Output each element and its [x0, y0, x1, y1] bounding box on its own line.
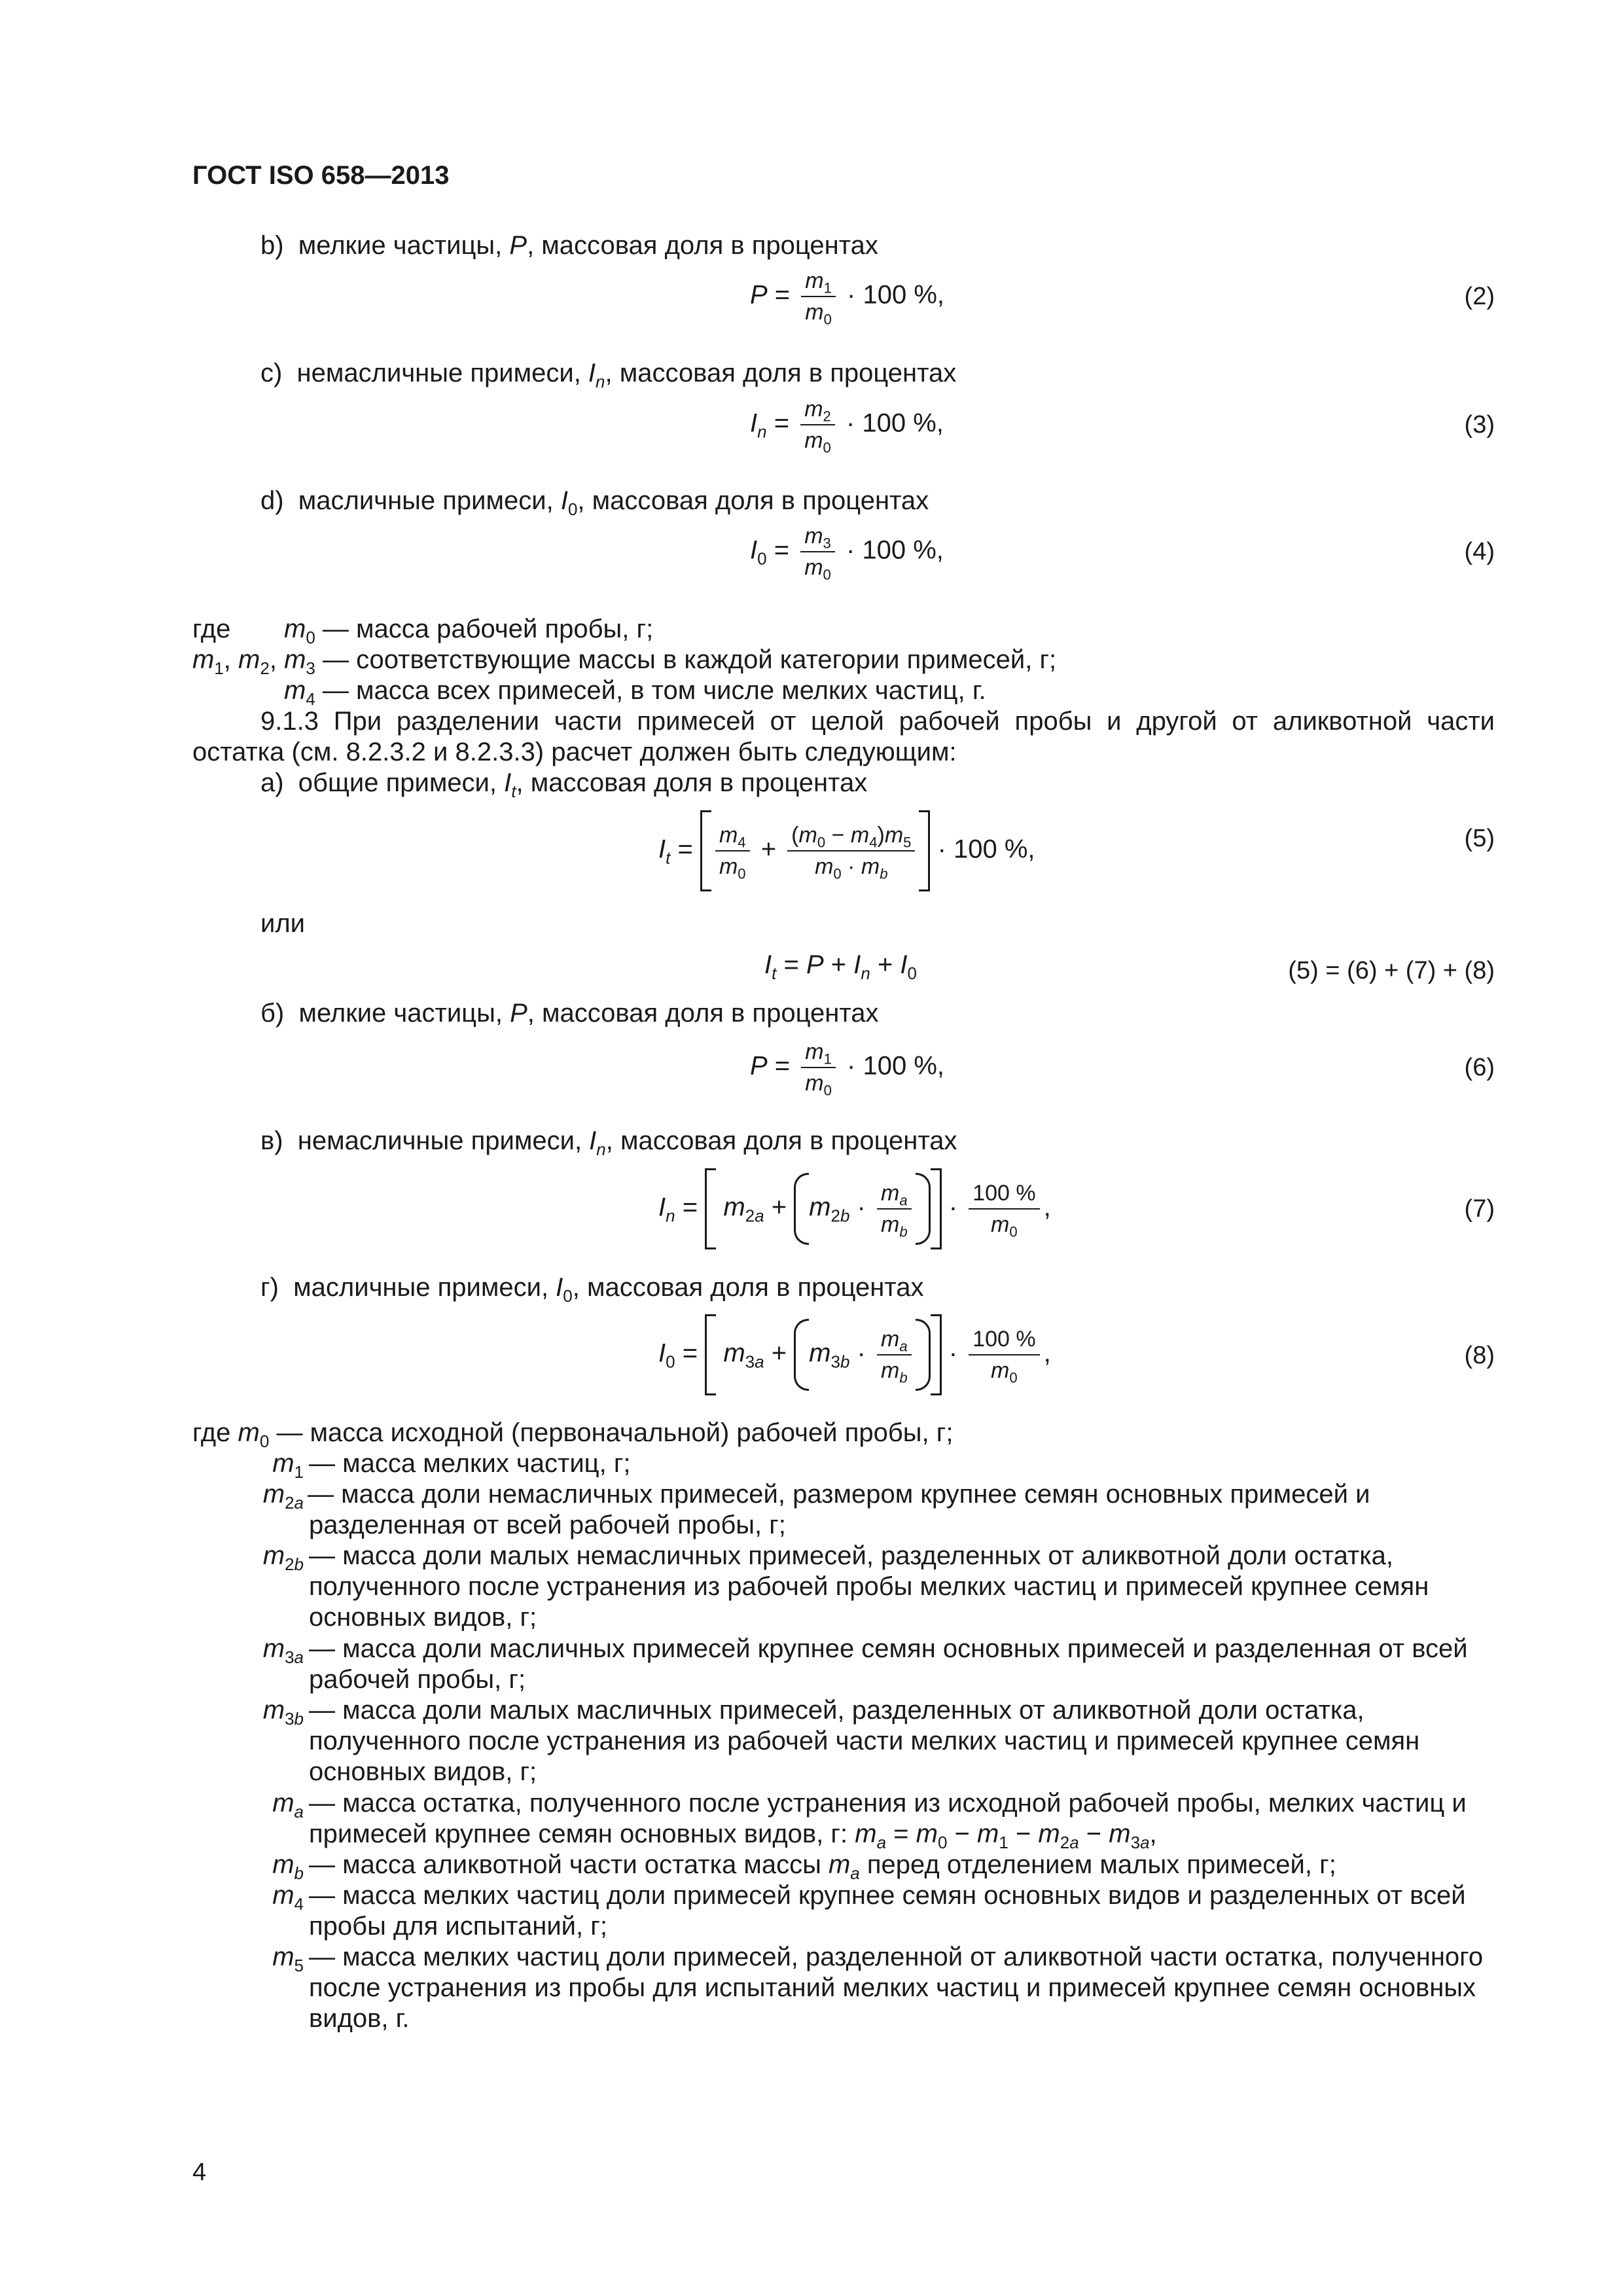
equation-4-number: (4) — [1464, 538, 1495, 565]
equation-5-number: (5) — [1464, 825, 1495, 852]
where2-m4: — масса мелких частиц доли примесей крупнее семян основных видов и разделенных от всей пробы для испытаний, г; — [309, 1881, 1466, 1941]
where2-m1: — масса мелких частиц, г; — [309, 1449, 631, 1478]
equation-6-number: (6) — [1464, 1054, 1495, 1081]
where1-m0: $m_0$ — масса рабочей пробы, г; — [284, 615, 654, 648]
equation-4: $I_0$ = $\frac{m_3}{m_0}$ · 100 %, — [750, 524, 944, 583]
equation-8: $I_0 = m_{3a} + m_{3b}$ · $\frac{m_a}{m_b}$ · $\frac{100 \%}{m_0}$ , — [658, 1314, 1051, 1395]
equation-2: P = $\frac{m_1}{m_0}$ · 100 %, — [750, 268, 944, 328]
equation-sum-number: (5) = (6) + (7) + (8) — [1288, 957, 1495, 984]
where2-m4-symbol: $m_4$ — [272, 1881, 304, 1914]
equation-sum: $I_t = P + I_n + I_0$ — [764, 950, 918, 984]
where1-m123: $m_1$, $m_2$, $m_3$ — соответствующие массы в каждой категории примесей, г; — [192, 645, 1057, 679]
equation-6: P = $\frac{m_1}{m_0}$ · 100 %, — [750, 1039, 944, 1099]
where2-m3a: — масса доли масличных примесей крупнее семян основных примесей и разделенная от всей рабочей пробы, г; — [309, 1634, 1468, 1694]
where2-ma-symbol: $m_a$ — [272, 1789, 304, 1822]
section-9-1-3-line1: 9.1.3 При разделении части примесей от целой рабочей пробы и другой от аликвотной части — [260, 707, 1495, 736]
equation-3: $I_n$ = $\frac{m_2}{m_0}$ · 100 %, — [750, 397, 944, 456]
equation-8-number: (8) — [1464, 1342, 1495, 1369]
where2-m2a-symbol: $m_{2a}$ — [262, 1480, 304, 1513]
item-g8-oil-impurities: г) масличные примеси, $I_0$, массовая доля в процентах — [260, 1273, 924, 1306]
where-word: где — [192, 615, 231, 643]
where2-m2b: — масса доли малых немасличных примесей, разделенных от аликвотной доли остатка, полученного после устранения из рабочей пробы мелких частиц и примесей крупнее семян основных видов, г; — [309, 1541, 1429, 1632]
item-v7-nonoil-impurities: в) немасличные примеси, $I_n$, массовая доля в процентах — [260, 1126, 957, 1160]
where2-m3a-symbol: $m_{3a}$ — [262, 1634, 304, 1668]
section-9-1-3-line2: остатка (см. 8.2.3.2 и 8.2.3.3) расчет должен быть следующим: — [192, 738, 957, 766]
where2-mb: — масса аликвотной части остатка массы $m_a$ перед отделением малых примесей, г; — [309, 1850, 1336, 1884]
where2-m2a: — масса доли немасличных примесей, размером крупнее семян основных примесей и разделенная от всей рабочей пробы, г; — [308, 1480, 1370, 1539]
where2-m3b: — масса доли малых масличных примесей, разделенных от аликвотной доли остатка, полученного после устранения из рабочей части мелких частиц и примесей крупнее семян основных видов, г; — [309, 1696, 1420, 1786]
equation-7: $I_n = m_{2a} + m_{2b}$ · $\frac{m_a}{m_b}$ · $\frac{100 \%}{m_0}$ , — [658, 1168, 1051, 1249]
item-b6-fine-particles: б) мелкие частицы, P, массовая доля в процентах — [260, 999, 879, 1028]
where2-m1-symbol: $m_1$ — [272, 1449, 304, 1482]
equation-5: $I_t$ = $\frac{m_4}{m_0}$ + $\frac{(m_0 - m_4)m_5}{m_0 \cdot m_b}$ · 100 %, — [658, 810, 1035, 891]
item-a-total-impurities: а) общие примеси, $I_t$, массовая доля в процентах — [260, 768, 868, 802]
document-header: ГОСТ ISO 658—2013 — [192, 161, 450, 190]
item-b-fine-particles: b) мелкие частицы, P, массовая доля в процентах — [260, 231, 878, 260]
where2-m5: — масса мелких частиц доли примесей, разделенной от аликвотной части остатка, полученного после устранения из пробы для испытаний мелких частиц и примесей крупнее семян основных видов, г. — [309, 1943, 1484, 2033]
item-d-oil-impurities: d) масличные примеси, $I_0$, массовая доля в процентах — [260, 486, 929, 520]
page-number: 4 — [192, 2159, 207, 2186]
where2-m3b-symbol: $m_{3b}$ — [262, 1696, 304, 1729]
where1-m4: $m_4$ — масса всех примесей, в том числе мелких частиц, г. — [284, 676, 986, 709]
where2-m5-symbol: $m_5$ — [272, 1943, 304, 1976]
where2-mb-symbol: $m_b$ — [272, 1850, 304, 1884]
or-word: или — [260, 909, 306, 938]
equation-7-number: (7) — [1464, 1195, 1495, 1223]
where2-m0: где $m_0$ — масса исходной (первоначальной) рабочей пробы, г; — [192, 1418, 954, 1452]
equation-3-number: (3) — [1464, 411, 1495, 439]
where2-ma: — масса остатка, полученного после устранения из исходной рабочей пробы, мелких частиц и примесей крупнее семян основных видов, г: $m_a = m_0 - m_1 - m_{2a} - m_{3a}$, — [309, 1789, 1467, 1853]
equation-2-number: (2) — [1464, 283, 1495, 310]
where2-m2b-symbol: $m_{2b}$ — [262, 1541, 304, 1575]
item-c-nonoil-impurities: c) немасличные примеси, $I_n$, массовая доля в процентах — [260, 359, 957, 392]
